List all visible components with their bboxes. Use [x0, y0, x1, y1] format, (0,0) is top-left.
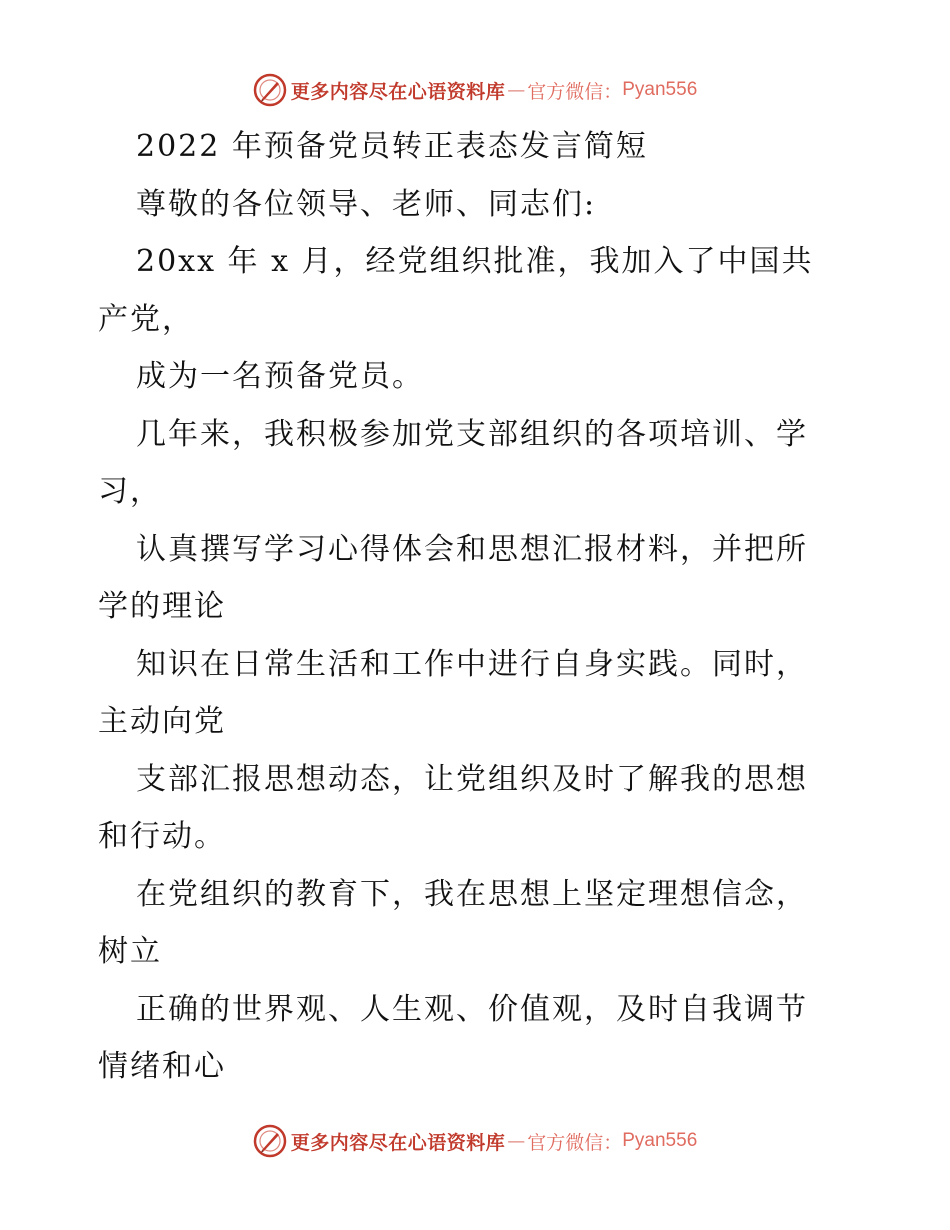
paragraph-line: 知识在日常生活和工作中进行自身实践。同时，: [136, 646, 808, 682]
paragraph-line: 支部汇报思想动态，让党组织及时了解我的思想: [136, 761, 808, 797]
footer-watermark: [0, 1121, 950, 1161]
watermark-site-name: 更多内容尽在心语资料库: [290, 80, 506, 103]
paragraph-line: 成为一名预备党员。: [136, 359, 424, 394]
watermark-wechat-id: Pyan556: [622, 79, 698, 100]
paragraph-line: 正确的世界观、人生观、价值观，及时自我调节: [136, 991, 808, 1027]
paragraph-line: 20xx 年 x 月，经党组织批准，我加入了中国共: [136, 244, 814, 279]
paragraph-line: 主动向党: [98, 704, 226, 739]
paragraph-line: 树立: [98, 934, 162, 969]
paragraph-line: 认真撰写学习心得体会和思想汇报材料，并把所: [136, 531, 808, 567]
watermark-dash: —: [507, 79, 526, 101]
paragraph-line: 产党，: [98, 301, 194, 337]
document-title: 2022 年预备党员转正表态发言简短: [136, 129, 648, 164]
watermark-dash: —: [507, 1130, 526, 1152]
quill-pen-logo-icon: [253, 73, 287, 107]
paragraph-line: 几年来，我积极参加党支部组织的各项培训、学: [136, 416, 808, 452]
watermark-wechat-label: 官方微信：: [527, 1131, 623, 1154]
salutation: 尊敬的各位领导、老师、同志们:: [136, 186, 597, 222]
paragraph-line: 和行动。: [98, 819, 226, 854]
quill-pen-logo-icon: [253, 1124, 287, 1158]
paragraph-line: 习，: [98, 474, 162, 509]
paragraph-line: 学的理论: [98, 589, 226, 624]
paragraph-line: 在党组织的教育下，我在思想上坚定理想信念，: [136, 876, 808, 912]
paragraph-line: 情绪和心: [98, 1049, 226, 1084]
header-watermark: [0, 70, 950, 110]
watermark-wechat-id: Pyan556: [622, 1130, 698, 1151]
watermark-wechat-label: 官方微信：: [527, 80, 623, 103]
watermark-site-name: 更多内容尽在心语资料库: [290, 1131, 506, 1154]
document-body: [98, 118, 858, 1096]
